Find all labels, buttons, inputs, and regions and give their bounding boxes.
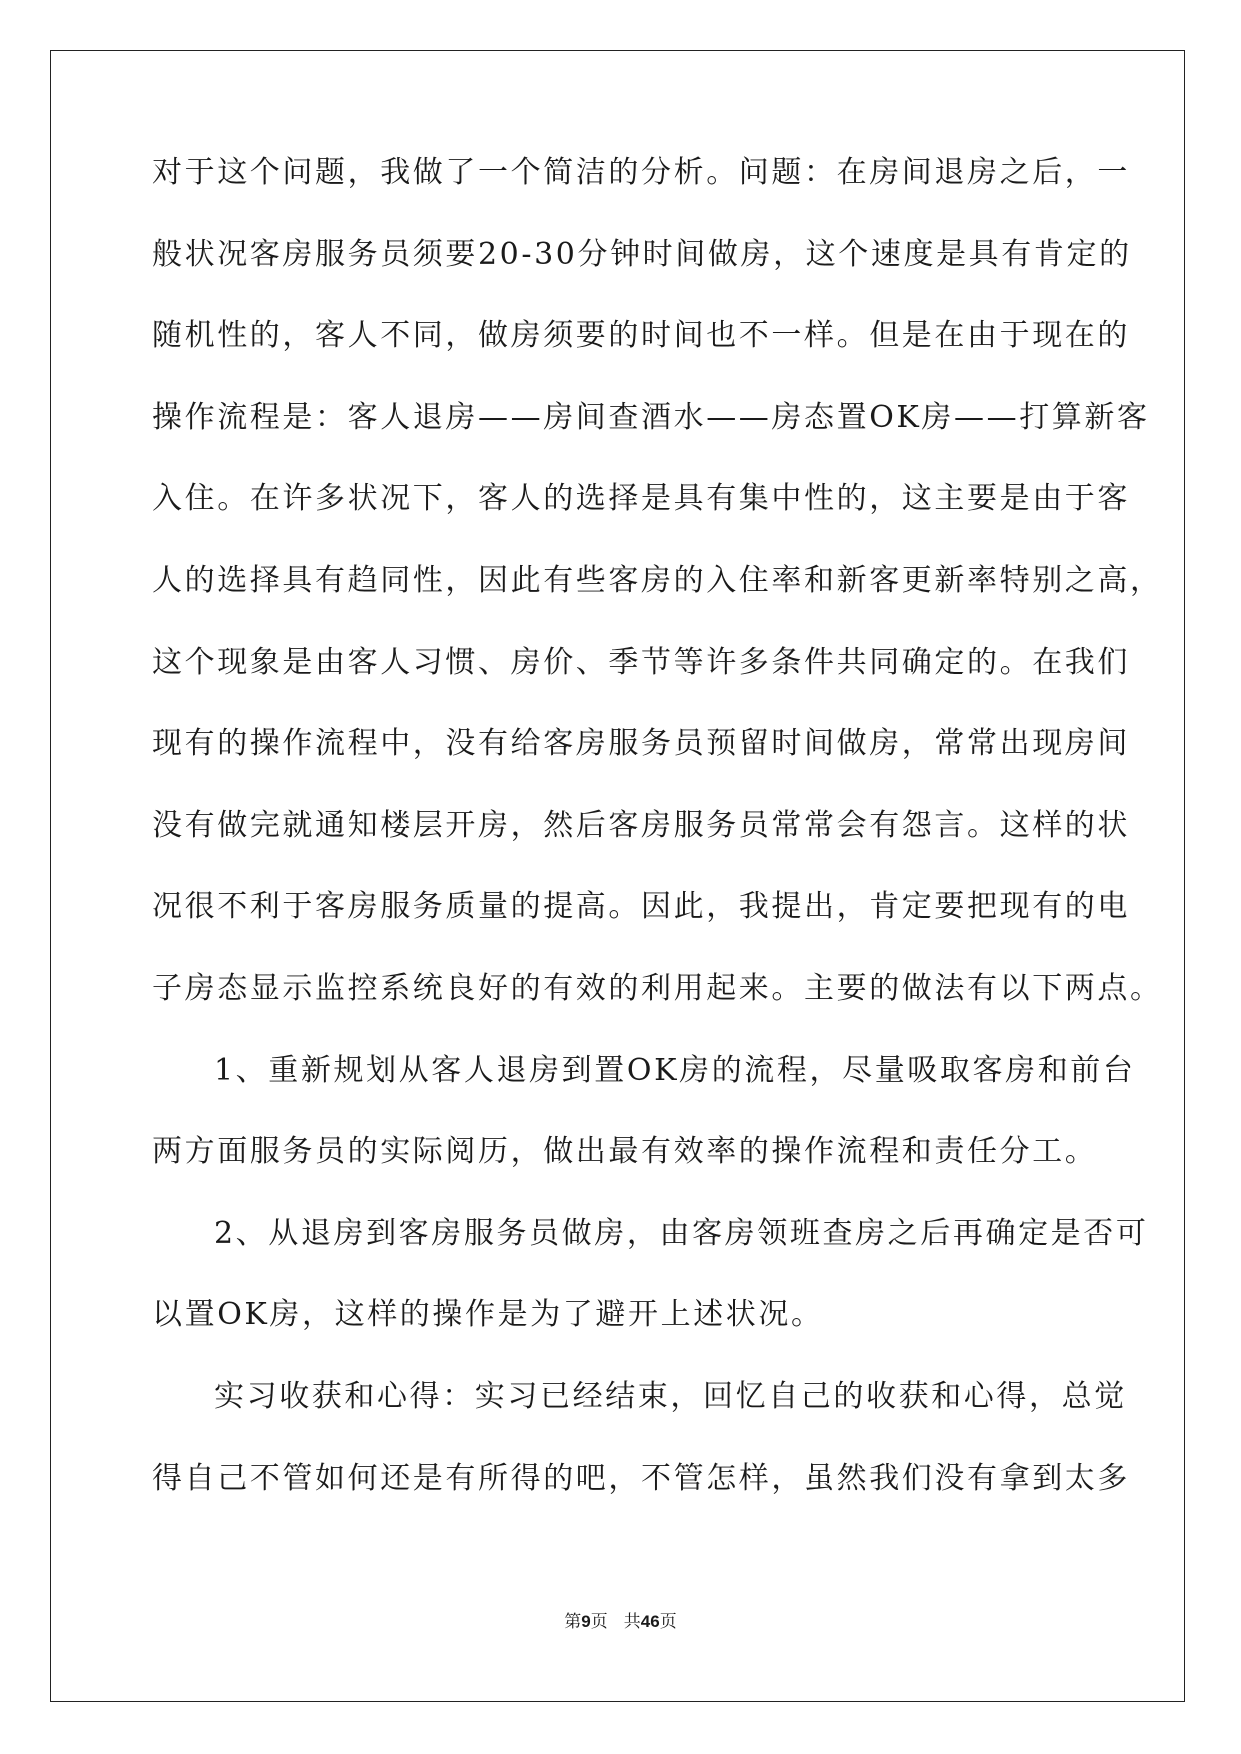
total-unit: 页 (659, 1612, 677, 1632)
body-line: 这个现象是由客人习惯、房价、季节等许多条件共同确定的。在我们 (152, 644, 1130, 680)
page-prefix: 第 (564, 1612, 582, 1632)
page-number: 9 (581, 1612, 591, 1631)
body-line: 以置OK房，这样的操作是为了避开上述状况。 (152, 1297, 824, 1333)
body-line: 现有的操作流程中，没有给客房服务员预留时间做房，常常出现房间 (152, 726, 1130, 762)
body-line: 对于这个问题，我做了一个简洁的分析。问题：在房间退房之后，一 (152, 155, 1130, 190)
body-line: 没有做完就通知楼层开房，然后客房服务员常常会有怨言。这样的状 (152, 807, 1130, 843)
body-line: 人的选择具有趋同性，因此有些客房的入住率和新客更新率特别之高， (152, 562, 1163, 598)
document-body (152, 153, 1163, 1540)
page-footer (0, 1612, 1241, 1632)
body-line: 两方面服务员的实际阅历，做出最有效率的操作流程和责任分工。 (152, 1134, 1098, 1170)
body-line: 子房态显示监控系统良好的有效的利用起来。主要的做法有以下两点。 (152, 970, 1163, 1006)
body-line: 操作流程是：客人退房——房间查酒水——房态置OK房——打算新客 (152, 399, 1150, 435)
list-item-1: 1、重新规划从客人退房到置OK房的流程，尽量吸取客房和前台 (214, 1052, 1136, 1088)
body-line: 随机性的，客人不同，做房须要的时间也不一样。但是在由于现在的 (152, 318, 1130, 354)
paragraph-start: 实习收获和心得：实习已经结束，回忆自己的收获和心得，总觉 (214, 1378, 1127, 1414)
body-line: 况很不利于客房服务质量的提高。因此，我提出，肯定要把现有的电 (152, 889, 1130, 925)
total-prefix: 共 (623, 1612, 641, 1632)
body-line: 得自己不管如何还是有所得的吧，不管怎样，虽然我们没有拿到太多 (152, 1460, 1130, 1496)
body-line: 入住。在许多状况下，客人的选择是具有集中性的，这主要是由于客 (152, 481, 1130, 517)
body-line: 般状况客房服务员须要20-30分钟时间做房，这个速度是具有肯定的 (152, 236, 1132, 272)
page-unit: 页 (590, 1612, 608, 1632)
total-pages: 46 (640, 1612, 660, 1631)
list-item-2: 2、从退房到客房服务员做房，由客房领班查房之后再确定是否可 (214, 1215, 1149, 1251)
